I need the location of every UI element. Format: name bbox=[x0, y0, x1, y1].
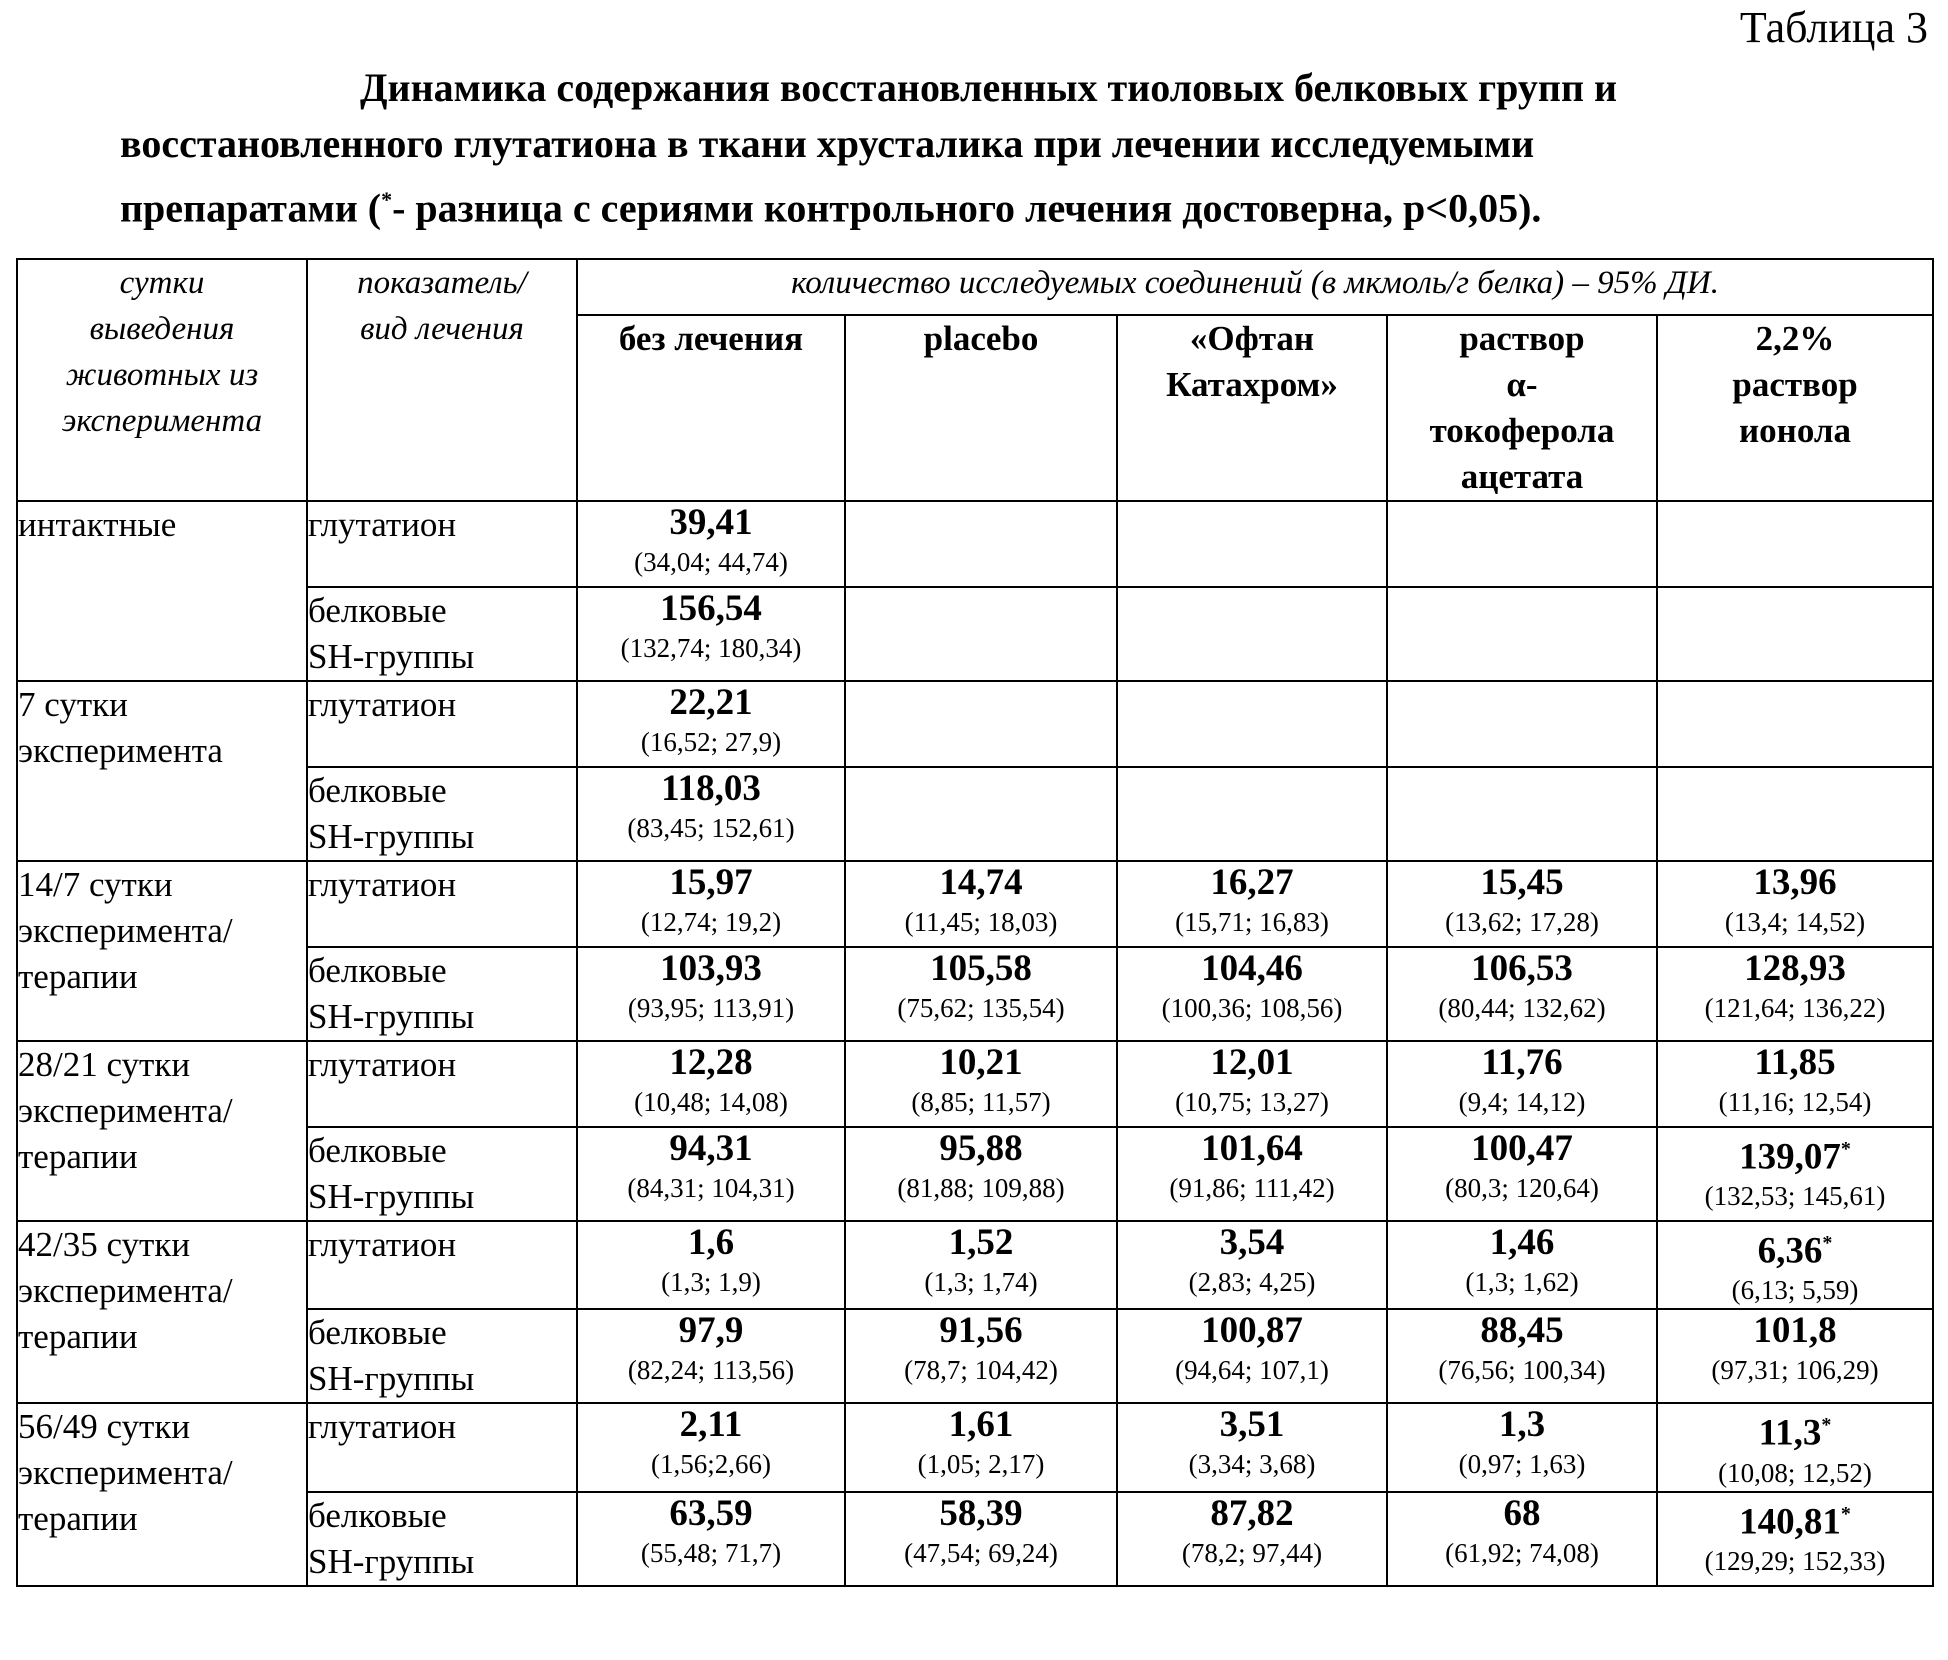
indicator-line: глутатион bbox=[308, 862, 576, 908]
value-cell bbox=[845, 501, 1117, 587]
indicator-line: SH-группы bbox=[308, 994, 576, 1040]
indicator-line: глутатион bbox=[308, 502, 576, 548]
value-cell bbox=[1387, 1041, 1657, 1127]
confidence-interval: (1,3; 1,9) bbox=[578, 1264, 844, 1300]
day-line: 28/21 сутки bbox=[18, 1042, 306, 1088]
indicator-line: белковые bbox=[308, 768, 576, 814]
value-cell bbox=[577, 1309, 845, 1403]
mean-value: 118,03 bbox=[578, 768, 844, 810]
value-cell bbox=[1387, 1403, 1657, 1491]
mean-value: 100,87 bbox=[1118, 1310, 1386, 1352]
confidence-interval: (100,36; 108,56) bbox=[1118, 990, 1386, 1026]
mean-value: 88,45 bbox=[1388, 1310, 1656, 1352]
value-cell bbox=[845, 587, 1117, 681]
treatment-header bbox=[577, 315, 845, 501]
value-cell bbox=[1117, 767, 1387, 861]
mean-value: 1,52 bbox=[846, 1222, 1116, 1264]
indicator-line: SH-группы bbox=[308, 1539, 576, 1585]
confidence-interval: (0,97; 1,63) bbox=[1388, 1446, 1656, 1482]
mean-value: 103,93 bbox=[578, 948, 844, 990]
day-cell bbox=[17, 861, 307, 1041]
value-cell bbox=[1657, 1403, 1933, 1491]
indicator-cell bbox=[307, 947, 577, 1041]
indicator-line: белковые bbox=[308, 1128, 576, 1174]
confidence-interval: (132,74; 180,34) bbox=[578, 630, 844, 666]
indicator-cell bbox=[307, 1221, 577, 1309]
indicator-cell bbox=[307, 1492, 577, 1586]
value-cell bbox=[1387, 1492, 1657, 1586]
treatment-header-line: ионола bbox=[1658, 408, 1932, 454]
confidence-interval: (83,45; 152,61) bbox=[578, 810, 844, 846]
confidence-interval: (3,34; 3,68) bbox=[1118, 1446, 1386, 1482]
mean-value: 6,36* bbox=[1658, 1222, 1932, 1272]
indicator-line: SH-группы bbox=[308, 634, 576, 680]
day-cell bbox=[17, 501, 307, 681]
table-row bbox=[17, 1041, 1933, 1127]
value-cell bbox=[1657, 1492, 1933, 1586]
value-cell bbox=[577, 1221, 845, 1309]
confidence-interval: (10,08; 12,52) bbox=[1658, 1455, 1932, 1491]
value-cell bbox=[1657, 501, 1933, 587]
indicator-cell bbox=[307, 587, 577, 681]
value-cell bbox=[845, 1127, 1117, 1221]
confidence-interval: (97,31; 106,29) bbox=[1658, 1352, 1932, 1388]
day-line: эксперимента bbox=[18, 728, 306, 774]
caption-line-2: восстановленного глутатиона в ткани хрусталика при лечении исследуемыми bbox=[60, 116, 1920, 172]
value-cell bbox=[1657, 1221, 1933, 1309]
indicator-line: белковые bbox=[308, 588, 576, 634]
mean-value: 1,61 bbox=[846, 1404, 1116, 1446]
confidence-interval: (82,24; 113,56) bbox=[578, 1352, 844, 1388]
value-cell bbox=[1117, 1221, 1387, 1309]
day-line: 14/7 сутки bbox=[18, 862, 306, 908]
indicator-line: SH-группы bbox=[308, 1174, 576, 1220]
value-cell bbox=[577, 1403, 845, 1491]
value-cell bbox=[845, 1041, 1117, 1127]
significance-star: * bbox=[381, 187, 392, 212]
confidence-interval: (78,7; 104,42) bbox=[846, 1352, 1116, 1388]
mean-value: 1,3 bbox=[1388, 1404, 1656, 1446]
value-cell bbox=[845, 1221, 1117, 1309]
mean-value: 14,74 bbox=[846, 862, 1116, 904]
mean-value: 140,81* bbox=[1658, 1493, 1932, 1543]
confidence-interval: (11,16; 12,54) bbox=[1658, 1084, 1932, 1120]
value-cell bbox=[845, 681, 1117, 767]
treatment-header-line: α- bbox=[1388, 362, 1656, 408]
table-number: Таблица 3 bbox=[1740, 2, 1928, 53]
value-cell bbox=[577, 501, 845, 587]
day-line: терапии bbox=[18, 1134, 306, 1180]
indicator-line: глутатион bbox=[308, 1042, 576, 1088]
confidence-interval: (94,64; 107,1) bbox=[1118, 1352, 1386, 1388]
significance-star: * bbox=[1821, 1414, 1831, 1436]
mean-value: 1,6 bbox=[578, 1222, 844, 1264]
mean-value: 3,51 bbox=[1118, 1404, 1386, 1446]
value-cell bbox=[1387, 947, 1657, 1041]
value-cell bbox=[1657, 861, 1933, 947]
confidence-interval: (34,04; 44,74) bbox=[578, 544, 844, 580]
value-cell bbox=[577, 587, 845, 681]
value-cell bbox=[1387, 1127, 1657, 1221]
header-days-line: животных из bbox=[18, 352, 306, 398]
day-cell bbox=[17, 1221, 307, 1403]
day-line: 56/49 сутки bbox=[18, 1404, 306, 1450]
mean-value: 12,28 bbox=[578, 1042, 844, 1084]
mean-value: 12,01 bbox=[1118, 1042, 1386, 1084]
header-days bbox=[17, 259, 307, 501]
header-indicator-line: вид лечения bbox=[308, 306, 576, 352]
value-cell bbox=[577, 861, 845, 947]
table-row bbox=[17, 501, 1933, 587]
value-cell bbox=[1117, 1041, 1387, 1127]
mean-value: 101,8 bbox=[1658, 1310, 1932, 1352]
mean-value: 68 bbox=[1388, 1493, 1656, 1535]
mean-value: 58,39 bbox=[846, 1493, 1116, 1535]
day-line: эксперимента/ bbox=[18, 908, 306, 954]
confidence-interval: (93,95; 113,91) bbox=[578, 990, 844, 1026]
confidence-interval: (8,85; 11,57) bbox=[846, 1084, 1116, 1120]
header-indicator-line: показатель/ bbox=[308, 260, 576, 306]
confidence-interval: (47,54; 69,24) bbox=[846, 1535, 1116, 1571]
indicator-cell bbox=[307, 681, 577, 767]
day-cell bbox=[17, 1403, 307, 1585]
confidence-interval: (80,3; 120,64) bbox=[1388, 1170, 1656, 1206]
confidence-interval: (76,56; 100,34) bbox=[1388, 1352, 1656, 1388]
mean-value: 87,82 bbox=[1118, 1493, 1386, 1535]
mean-value: 15,97 bbox=[578, 862, 844, 904]
value-cell bbox=[1117, 947, 1387, 1041]
significance-star: * bbox=[1822, 1232, 1832, 1254]
day-cell bbox=[17, 681, 307, 861]
value-cell bbox=[1387, 767, 1657, 861]
mean-value: 10,21 bbox=[846, 1042, 1116, 1084]
mean-value: 139,07* bbox=[1658, 1128, 1932, 1178]
caption-line-1: Динамика содержания восстановленных тиоловых белковых групп и bbox=[60, 60, 1920, 116]
confidence-interval: (12,74; 19,2) bbox=[578, 904, 844, 940]
day-line: 42/35 сутки bbox=[18, 1222, 306, 1268]
results-table bbox=[16, 258, 1934, 1587]
indicator-line: SH-группы bbox=[308, 814, 576, 860]
day-line: терапии bbox=[18, 954, 306, 1000]
mean-value: 22,21 bbox=[578, 682, 844, 724]
mean-value: 1,46 bbox=[1388, 1222, 1656, 1264]
confidence-interval: (84,31; 104,31) bbox=[578, 1170, 844, 1206]
indicator-cell bbox=[307, 501, 577, 587]
value-cell bbox=[1387, 1309, 1657, 1403]
value-cell bbox=[1387, 501, 1657, 587]
indicator-line: глутатион bbox=[308, 1222, 576, 1268]
day-line: 7 сутки bbox=[18, 682, 306, 728]
value-cell bbox=[1117, 587, 1387, 681]
confidence-interval: (9,4; 14,12) bbox=[1388, 1084, 1656, 1120]
table-row bbox=[17, 1403, 1933, 1491]
mean-value: 95,88 bbox=[846, 1128, 1116, 1170]
treatment-header-line: «Офтан bbox=[1118, 316, 1386, 362]
value-cell bbox=[1117, 1127, 1387, 1221]
value-cell bbox=[577, 1492, 845, 1586]
header-group: количество исследуемых соединений (в мкмоль/г белка) – 95% ДИ. bbox=[577, 259, 1933, 315]
day-line: терапии bbox=[18, 1496, 306, 1542]
value-cell bbox=[1117, 1492, 1387, 1586]
header-indicator bbox=[307, 259, 577, 501]
indicator-cell bbox=[307, 1127, 577, 1221]
value-cell bbox=[1657, 587, 1933, 681]
treatment-header bbox=[1657, 315, 1933, 501]
header-days-line: выведения bbox=[18, 306, 306, 352]
indicator-cell bbox=[307, 767, 577, 861]
significance-star: * bbox=[1841, 1138, 1851, 1160]
treatment-header-line: placebo bbox=[846, 316, 1116, 362]
treatment-header-line: раствор bbox=[1388, 316, 1656, 362]
mean-value: 100,47 bbox=[1388, 1128, 1656, 1170]
mean-value: 101,64 bbox=[1118, 1128, 1386, 1170]
treatment-header-line: 2,2% bbox=[1658, 316, 1932, 362]
value-cell bbox=[1657, 681, 1933, 767]
value-cell bbox=[1657, 1127, 1933, 1221]
indicator-line: глутатион bbox=[308, 1404, 576, 1450]
mean-value: 105,58 bbox=[846, 948, 1116, 990]
mean-value: 2,11 bbox=[578, 1404, 844, 1446]
value-cell bbox=[577, 767, 845, 861]
confidence-interval: (80,44; 132,62) bbox=[1388, 990, 1656, 1026]
mean-value: 91,56 bbox=[846, 1310, 1116, 1352]
table-row bbox=[17, 681, 1933, 767]
value-cell bbox=[577, 1127, 845, 1221]
mean-value: 11,3* bbox=[1658, 1404, 1932, 1454]
confidence-interval: (1,56;2,66) bbox=[578, 1446, 844, 1482]
table-row bbox=[17, 861, 1933, 947]
value-cell bbox=[1387, 1221, 1657, 1309]
mean-value: 13,96 bbox=[1658, 862, 1932, 904]
indicator-line: глутатион bbox=[308, 682, 576, 728]
table-caption bbox=[60, 60, 1920, 236]
value-cell bbox=[577, 1041, 845, 1127]
day-line: эксперимента/ bbox=[18, 1088, 306, 1134]
mean-value: 3,54 bbox=[1118, 1222, 1386, 1264]
value-cell bbox=[845, 861, 1117, 947]
value-cell bbox=[845, 1403, 1117, 1491]
indicator-line: белковые bbox=[308, 948, 576, 994]
mean-value: 128,93 bbox=[1658, 948, 1932, 990]
value-cell bbox=[845, 767, 1117, 861]
significance-star: * bbox=[1841, 1503, 1851, 1525]
header-days-line: сутки bbox=[18, 260, 306, 306]
confidence-interval: (10,75; 13,27) bbox=[1118, 1084, 1386, 1120]
value-cell bbox=[1387, 681, 1657, 767]
indicator-cell bbox=[307, 861, 577, 947]
value-cell bbox=[1387, 587, 1657, 681]
day-line: эксперимента/ bbox=[18, 1268, 306, 1314]
confidence-interval: (10,48; 14,08) bbox=[578, 1084, 844, 1120]
confidence-interval: (16,52; 27,9) bbox=[578, 724, 844, 760]
mean-value: 15,45 bbox=[1388, 862, 1656, 904]
treatment-header bbox=[1117, 315, 1387, 501]
value-cell bbox=[1657, 1309, 1933, 1403]
confidence-interval: (78,2; 97,44) bbox=[1118, 1535, 1386, 1571]
confidence-interval: (1,3; 1,62) bbox=[1388, 1264, 1656, 1300]
value-cell bbox=[577, 681, 845, 767]
value-cell bbox=[1657, 767, 1933, 861]
indicator-line: белковые bbox=[308, 1310, 576, 1356]
value-cell bbox=[845, 947, 1117, 1041]
confidence-interval: (13,4; 14,52) bbox=[1658, 904, 1932, 940]
value-cell bbox=[1117, 861, 1387, 947]
confidence-interval: (132,53; 145,61) bbox=[1658, 1178, 1932, 1214]
value-cell bbox=[1657, 947, 1933, 1041]
confidence-interval: (61,92; 74,08) bbox=[1388, 1535, 1656, 1571]
value-cell bbox=[1117, 1309, 1387, 1403]
mean-value: 104,46 bbox=[1118, 948, 1386, 990]
confidence-interval: (2,83; 4,25) bbox=[1118, 1264, 1386, 1300]
confidence-interval: (1,3; 1,74) bbox=[846, 1264, 1116, 1300]
treatment-header bbox=[845, 315, 1117, 501]
confidence-interval: (15,71; 16,83) bbox=[1118, 904, 1386, 940]
confidence-interval: (91,86; 111,42) bbox=[1118, 1170, 1386, 1206]
table-row bbox=[17, 1221, 1933, 1309]
value-cell bbox=[577, 947, 845, 1041]
value-cell bbox=[1117, 1403, 1387, 1491]
confidence-interval: (13,62; 17,28) bbox=[1388, 904, 1656, 940]
indicator-line: SH-группы bbox=[308, 1356, 576, 1402]
mean-value: 97,9 bbox=[578, 1310, 844, 1352]
treatment-header-line: Катахром» bbox=[1118, 362, 1386, 408]
confidence-interval: (11,45; 18,03) bbox=[846, 904, 1116, 940]
mean-value: 39,41 bbox=[578, 502, 844, 544]
mean-value: 11,85 bbox=[1658, 1042, 1932, 1084]
indicator-cell bbox=[307, 1041, 577, 1127]
day-line: эксперимента/ bbox=[18, 1450, 306, 1496]
caption-line-3: препаратами (*- разница с сериями контрольного лечения достоверна, p<0,05). bbox=[60, 172, 1920, 236]
mean-value: 11,76 bbox=[1388, 1042, 1656, 1084]
mean-value: 16,27 bbox=[1118, 862, 1386, 904]
value-cell bbox=[845, 1309, 1117, 1403]
confidence-interval: (81,88; 109,88) bbox=[846, 1170, 1116, 1206]
header-days-line: эксперимента bbox=[18, 398, 306, 444]
mean-value: 106,53 bbox=[1388, 948, 1656, 990]
value-cell bbox=[1387, 861, 1657, 947]
treatment-header-line: раствор bbox=[1658, 362, 1932, 408]
day-cell bbox=[17, 1041, 307, 1221]
confidence-interval: (1,05; 2,17) bbox=[846, 1446, 1116, 1482]
mean-value: 63,59 bbox=[578, 1493, 844, 1535]
indicator-line: белковые bbox=[308, 1493, 576, 1539]
mean-value: 156,54 bbox=[578, 588, 844, 630]
indicator-cell bbox=[307, 1403, 577, 1491]
value-cell bbox=[1117, 501, 1387, 587]
confidence-interval: (121,64; 136,22) bbox=[1658, 990, 1932, 1026]
day-line: терапии bbox=[18, 1314, 306, 1360]
indicator-cell bbox=[307, 1309, 577, 1403]
confidence-interval: (55,48; 71,7) bbox=[578, 1535, 844, 1571]
confidence-interval: (129,29; 152,33) bbox=[1658, 1543, 1932, 1579]
value-cell bbox=[1117, 681, 1387, 767]
value-cell bbox=[1657, 1041, 1933, 1127]
day-line: интактные bbox=[18, 502, 306, 548]
treatment-header bbox=[1387, 315, 1657, 501]
treatment-header-line: токоферола bbox=[1388, 408, 1656, 454]
confidence-interval: (75,62; 135,54) bbox=[846, 990, 1116, 1026]
confidence-interval: (6,13; 5,59) bbox=[1658, 1272, 1932, 1308]
treatment-header-line: ацетата bbox=[1388, 454, 1656, 500]
treatment-header-line: без лечения bbox=[578, 316, 844, 362]
mean-value: 94,31 bbox=[578, 1128, 844, 1170]
value-cell bbox=[845, 1492, 1117, 1586]
